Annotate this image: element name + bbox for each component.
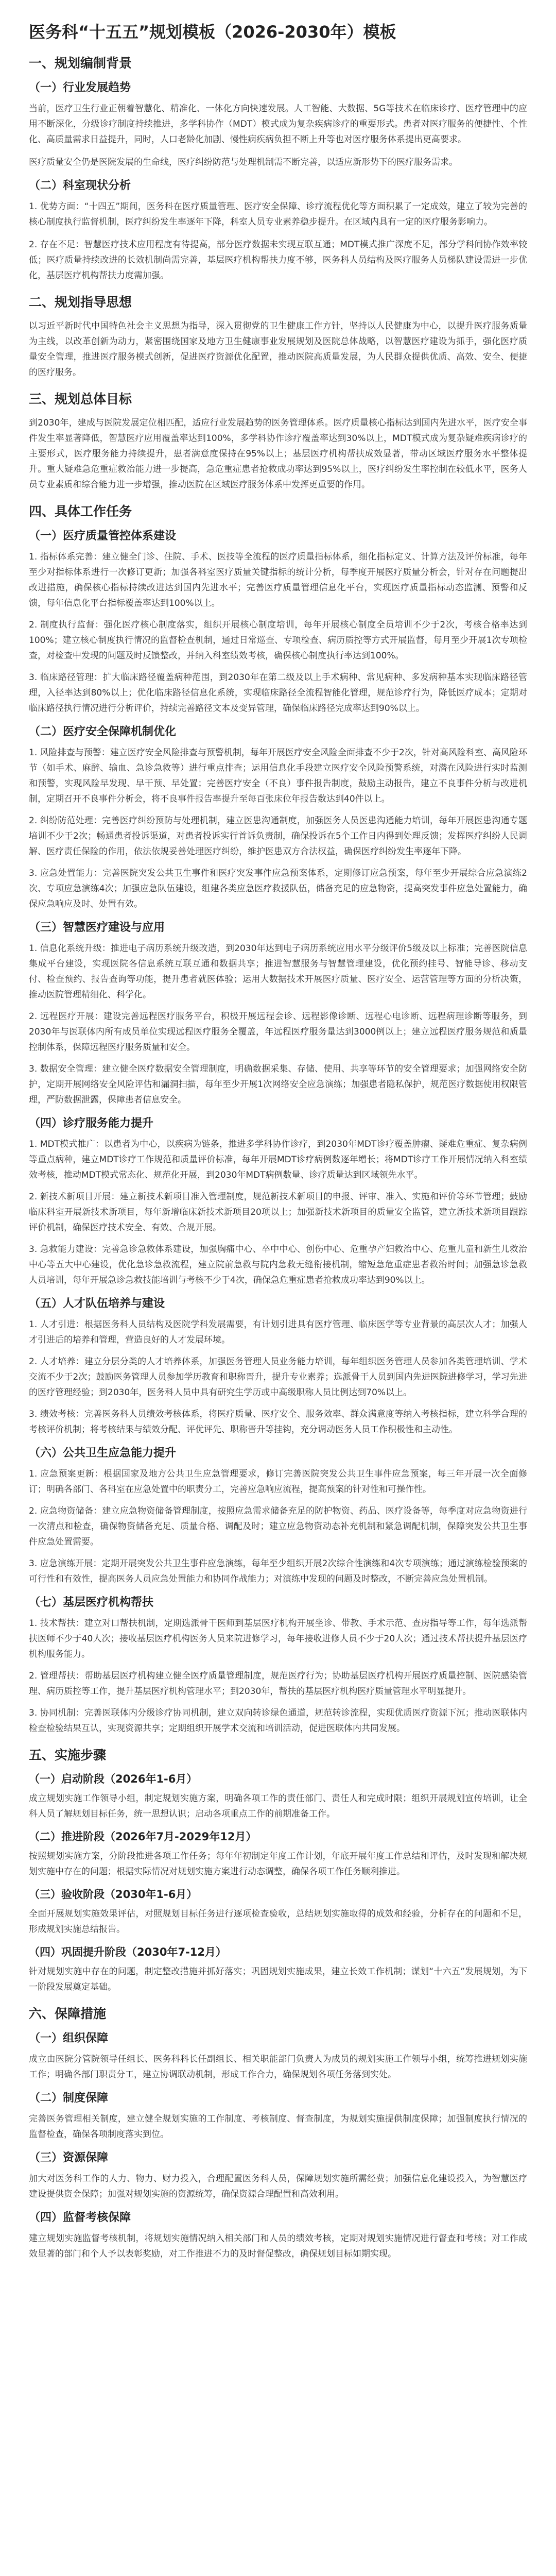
subsection-heading: （三）资源保障 <box>29 2151 109 2164</box>
subsection-heading: （三）智慧医疗建设与应用 <box>29 921 165 934</box>
list-item: 1. 信息化系统升级：推进电子病历系统升级改造，到2030年达到电子病历系统应用水平分级评价5级及以上标准；完善医院信息集成平台建设，实现医院各信息系统互联互通和数据共享；推进智慧服务与智慧管理建设，优化预约挂号、智能导诊、移动支付、检查预约、报告查询等功能，提升患者就医体验；运用大数据技术开展医疗质量、医疗安全、运营管理等方面的分析决策，推动医院管理精细化、科学化。 <box>29 943 527 1000</box>
list-item: 1. MDT模式推广：以患者为中心，以疾病为链条，推进多学科协作诊疗，到2030年MDT诊疗覆盖肿瘤、疑难危重症、复杂病例等重点病种，建立MDT诊疗工作规范和质量评价标准，每年开展MDT诊疗病例数逐年增长；将MDT诊疗工作开展情况纳入科室绩效考核，推动MDT模式常态化、规范化开展，到2030年MDT病例数量、诊疗质量达到区域领先水平。 <box>29 1139 527 1180</box>
section <box>29 2005 527 2262</box>
paragraph: 加大对医务科工作的人力、物力、财力投入，合理配置医务科人员，保障规划实施所需经费；加强信息化建设投入，为智慧医疗建设提供资金保障；加强对规划实施的资源统筹，确保资源合理配置和高效利用。 <box>29 2174 527 2199</box>
subsection-heading: （二）科室现状分析 <box>29 179 131 192</box>
paragraph: 全面开展规划实施效果评估，对照规划目标任务进行逐项检查验收，总结规划实施取得的成效和经验，分析存在的问题和不足，形成规划实施总结报告。 <box>29 1909 527 1935</box>
paragraph: 以习近平新时代中国特色社会主义思想为指导，深入贯彻党的卫生健康工作方针，坚持以人民健康为中心，以提升医疗服务质量为主线，以改革创新为动力，紧密围绕国家及地方卫生健康事业发展规划及医院总体战略，以智慧医疗建设为抓手，强化医疗质量安全管理，推进医疗服务模式创新，促进医疗资源优化配置，推动医院高质量发展，为人民群众提供优质、高效、安全、便捷的医疗服务。 <box>29 321 527 378</box>
subsection-heading: （二）推进阶段（2026年7月-2029年12月） <box>29 1831 257 1843</box>
list-item: 2. 人才培养：建立分层分类的人才培养体系，加强医务管理人员业务能力培训，每年组织医务管理人员参加各类管理培训、学术交流不少于2次；鼓励医务管理人员参加学历教育和职称晋升，提升专业素养；选派骨干人员到国内先进医院进修学习，学习先进的医疗管理经验；到2030年，医务科人员中具有研究生学历或中高级职称人员比例达到70%以上。 <box>29 1357 527 1398</box>
section-heading: 二、规划指导思想 <box>29 295 132 310</box>
list-item: 2. 新技术新项目开展：建立新技术新项目准入管理制度，规范新技术新项目的申报、评审、准入、实施和评价等环节管理；鼓励临床科室开展新技术新项目，每年新增临床新技术新项目20项以上；加强新技术新项目的质量安全监管，建立新技术新项目跟踪评价机制，确保医疗技术安全、有效、合规开展。 <box>29 1192 527 1233</box>
subsection-heading: （四）诊疗服务能力提升 <box>29 1117 154 1130</box>
list-item: 1. 技术帮扶：建立对口帮扶机制，定期选派骨干医师到基层医疗机构开展坐诊、带教、手术示范、查房指导等工作，每年选派帮扶医师不少于40人次；接收基层医疗机构医务人员来院进修学习，每年接收进修人员不少于20人次；通过技术帮扶提升基层医疗机构服务能力。 <box>29 1618 527 1659</box>
paragraph: 2. 存在不足：智慧医疗技术应用程度有待提高，部分医疗数据未实现互联互通；MDT模式推广深度不足，部分学科间协作效率较低；医疗质量持续改进的长效机制尚需完善，基层医疗机构帮扶力度不够，医务科人员结构及医疗服务人员梯队建设需进一步优化，基层医疗机构帮扶力度需加强。 <box>29 240 527 281</box>
subsection-heading: （一）启动阶段（2026年1-6月） <box>29 1773 198 1785</box>
section <box>29 1747 527 1995</box>
subsection-heading: （一）医疗质量管控体系建设 <box>29 530 177 543</box>
list-item: 3. 数据安全管理：建立健全医疗数据安全管理制度，明确数据采集、存储、使用、共享等环节的安全管理要求；加强网络安全防护，定期开展网络安全风险评估和漏洞扫描，每年至少开展1次网络安全应急演练；加强患者隐私保护，规范医疗数据使用权限管理，严防数据泄露，保障患者信息安全。 <box>29 1064 527 1105</box>
paragraph: 1. 优势方面：“十四五”期间，医务科在医疗质量管理、医疗安全保障、诊疗流程优化等方面积累了一定成效，建立了较为完善的核心制度执行监督机制，医疗纠纷发生率逐年下降，科室人员专业素养稳步提升。在区域内具有一定的医疗服务影响力。 <box>29 201 527 227</box>
section-heading: 六、保障措施 <box>29 2006 107 2021</box>
paragraph: 成立由医院分管院领导任组长、医务科科长任副组长、相关职能部门负责人为成员的规划实施工作领导小组，统筹推进规划实施工作；明确各部门职责分工，建立协调联动机制，形成工作合力，确保规划各项任务落到实处。 <box>29 2054 527 2080</box>
list-item: 3. 应急处置能力：完善医院突发公共卫生事件和医疗突发事件应急预案体系，定期修订应急预案，每年至少开展综合应急演练2次、专项应急演练4次；加强应急队伍建设，组建各类应急医疗救援队伍，储备充足的应急物资，提高突发事件应急处置能力，确保应急响应及时、处置有效。 <box>29 868 527 909</box>
list-item: 2. 应急物资储备：建立应急物资储备管理制度，按照应急需求储备充足的防护物资、药品、医疗设备等，每季度对应急物资进行一次清点和检查，确保物资储备充足、质量合格、调配及时；建立应急物资动态补充机制和紧急调配机制，保障突发公共卫生事件应急处置需要。 <box>29 1506 527 1547</box>
subsection-heading: （七）基层医疗机构帮扶 <box>29 1596 154 1609</box>
subsection-heading: （二）制度保障 <box>29 2092 109 2105</box>
list-item: 2. 制度执行监督：强化医疗核心制度落实，组织开展核心制度培训，每年开展核心制度全员培训不少于2次，考核合格率达到100%；建立核心制度执行情况的监督检查机制，通过日常巡查、专项检查、病历质控等方式开展监督，每月至少开展1次专项检查，对检查中发现的问题及时反馈整改，并纳入科室绩效考核，确保核心制度执行率达到100%。 <box>29 620 527 661</box>
list-item: 2. 管理帮扶：帮助基层医疗机构建立健全医疗质量管理制度，规范医疗行为；协助基层医疗机构开展医疗质量控制、医院感染管理、病历质控等工作，提升基层医疗机构管理水平；到2030年，帮扶的基层医疗机构医疗质量管理水平明显提升。 <box>29 1671 527 1697</box>
subsection-heading: （四）巩固提升阶段（2030年7-12月） <box>29 1946 227 1958</box>
paragraph: 建立规划实施监督考核机制，将规划实施情况纳入相关部门和人员的绩效考核，定期对规划实施情况进行督查和考核；对工作成效显著的部门和个人予以表彰奖励，对工作推进不力的及时督促整改，确保规划目标如期实现。 <box>29 2233 527 2259</box>
section-heading: 一、规划编制背景 <box>29 56 132 71</box>
section <box>29 55 527 283</box>
subsection-heading: （二）医疗安全保障机制优化 <box>29 725 177 738</box>
section <box>29 294 527 380</box>
paragraph: 成立规划实施工作领导小组，制定规划实施方案，明确各项工作的责任部门、责任人和完成时限；组织开展规划宣传培训，让全科人员了解规划目标任务，统一思想认识；启动各项重点工作的前期准备工作。 <box>29 1793 527 1819</box>
list-item: 1. 指标体系完善：建立健全门诊、住院、手术、医技等全流程的医疗质量指标体系，细化指标定义、计算方法及评价标准，每年至少对指标体系进行一次修订更新；加强各科室医疗质量关键指标的统计分析，每季度开展医疗质量分析会，针对存在问题提出改进措施，确保核心指标持续改进达到国内先进水平；完善医疗质量管理信息化平台，实现医疗质量指标动态监测、预警和反馈，每年信息化平台指标覆盖率达到100%以上。 <box>29 552 527 608</box>
subsection-heading: （四）监督考核保障 <box>29 2211 131 2224</box>
section-heading: 四、具体工作任务 <box>29 504 132 519</box>
paragraph: 医疗质量安全仍是医院发展的生命线，医疗纠纷防范与处理机制需不断完善，以适应新形势下的医疗服务需求。 <box>29 157 458 167</box>
section <box>29 503 527 1736</box>
paragraph: 到2030年，建成与医院发展定位相匹配，适应行业发展趋势的医务管理体系。医疗质量核心指标达到国内先进水平，医疗安全事件发生率显著降低，智慧医疗应用覆盖率达到100%，多学科协作诊疗覆盖率达到30%以上，MDT模式成为复杂疑难疾病诊疗的主要形式，医疗服务能力持续提升，患者满意度保持在95%以上；基层医疗机构帮扶成效显著，带动区域医疗服务水平整体提升。重大疑难急危重症救治能力进一步提高，急危重症患者抢救成功率达到95%以上，医疗纠纷发生率控制在较低水平，医务人员专业素质和综合能力进一步增强，推动医院在区域医疗服务体系中发挥更重要的作用。 <box>29 418 527 490</box>
section-heading: 五、实施步骤 <box>29 1748 107 1762</box>
paragraph: 当前，医疗卫生行业正朝着智慧化、精准化、一体化方向快速发展。人工智能、大数据、5G等技术在临床诊疗、医疗管理中的应用不断深化，分级诊疗制度持续推进，多学科协作（MDT）模式成为复杂疾病诊疗的重要形式。患者对医疗服务的便捷性、个性化、高质量需求日益提升，同时，人口老龄化加剧、慢性病疾病负担不断上升等也对医疗服务体系提出更高要求。 <box>29 104 527 145</box>
list-item: 3. 协同机制：完善医联体内分级诊疗协同机制，建立双向转诊绿色通道，规范转诊流程，实现优质医疗资源下沉；推动医联体内检查检验结果互认，实现资源共享；定期组织开展学术交流和培训活动，促进医联体内共同发展。 <box>29 1708 527 1734</box>
paragraph: 按照规划实施方案，分阶段推进各项工作任务；每年年初制定年度工作计划，年底开展年度工作总结和评估，及时发现和解决规划实施中存在的问题；根据实际情况对规划实施方案进行动态调整，确保各项工作任务顺利推进。 <box>29 1851 527 1877</box>
list-item: 3. 绩效考核：完善医务科人员绩效考核体系，将医疗质量、医疗安全、服务效率、群众满意度等纳入考核指标，建立科学合理的考核评价机制；将考核结果与绩效分配、评优评先、职称晋升等挂钩，充分调动医务人员工作积极性和主动性。 <box>29 1409 527 1435</box>
list-item: 2. 纠纷防范处理：完善医疗纠纷预防与处理机制，建立医患沟通制度，加强医务人员医患沟通能力培训，每年开展医患沟通专题培训不少于2次；畅通患者投诉渠道，对患者投诉实行首诉负责制，确保投诉在5个工作日内得到处理反馈；发挥医疗纠纷人民调解、医疗责任保险的作用，依法依规妥善处理医疗纠纷，维护医患双方合法权益，确保医疗纠纷发生率逐年下降。 <box>29 816 527 857</box>
section <box>29 391 527 493</box>
section-heading: 三、规划总体目标 <box>29 392 132 406</box>
page-title: 医务科“十五五”规划模板（2026-2030年）模板 <box>29 22 396 42</box>
list-item: 3. 应急演练开展：定期开展突发公共卫生事件应急演练，每年至少组织开展2次综合性演练和4次专项演练；通过演练检验预案的可行性和有效性，提高医务人员应急处置能力和协同作战能力；对演练中发现的问题及时整改，不断完善应急处置机制。 <box>29 1558 527 1584</box>
paragraph: 针对规划实施中存在的问题，制定整改措施并抓好落实；巩固规划实施成果，建立长效工作机制；谋划“十六五”发展规划，为下一阶段发展奠定基础。 <box>29 1967 527 1992</box>
subsection-heading: （六）公共卫生应急能力提升 <box>29 1447 177 1460</box>
subsection-heading: （三）验收阶段（2030年1-6月） <box>29 1888 198 1901</box>
list-item: 3. 临床路径管理：扩大临床路径覆盖病种范围，到2030年在第二级及以上手术病种、常见病种、多发病种基本实现临床路径管理，入径率达到80%以上；优化临床路径信息化系统，实现临床路径全流程智能化管理，规范诊疗行为，降低医疗成本；定期对临床路径执行情况进行分析评价，持续完善路径文本及变异管理，确保临床路径完成率达到90%以上。 <box>29 672 527 714</box>
list-item: 1. 风险排查与预警：建立医疗安全风险排查与预警机制，每年开展医疗安全风险全面排查不少于2次，针对高风险科室、高风险环节（如手术、麻醉、输血、急诊急救等）进行重点排查；运用信息化手段建立医疗安全风险预警系统，对潜在风险进行实时监测和预警，实现风险早发现、早干预、早处置；完善医疗安全（不良）事件报告制度，鼓励主动报告，建立不良事件分析与改进机制，定期召开不良事件分析会，将不良事件报告率提升至每百张床位年报告数达到40件以上。 <box>29 748 527 804</box>
subsection-heading: （五）人才队伍培养与建设 <box>29 1297 165 1310</box>
list-item: 1. 应急预案更新：根据国家及地方公共卫生应急管理要求，修订完善医院突发公共卫生事件应急预案，每三年开展一次全面修订；明确各部门、各科室在应急处置中的职责分工，完善应急响应流程，提高预案的针对性和可操作性。 <box>29 1469 527 1495</box>
subsection-heading: （一）行业发展趋势 <box>29 81 131 94</box>
list-item: 2. 远程医疗开展：建设完善远程医疗服务平台，积极开展远程会诊、远程影像诊断、远程心电诊断、远程病理诊断等服务，到2030年与医联体内所有成员单位实现远程医疗服务全覆盖，年远程医疗服务量达到3000例以上；建立远程医疗服务规范和质量控制体系，保障远程医疗服务质量和安全。 <box>29 1011 527 1053</box>
paragraph: 完善医务管理相关制度，建立健全规划实施的工作制度、考核制度、督查制度，为规划实施提供制度保障；加强制度执行情况的监督检查，确保各项制度落实到位。 <box>29 2114 527 2140</box>
list-item: 1. 人才引进：根据医务科人员结构及医院学科发展需要，有计划引进具有医疗管理、临床医学等专业背景的高层次人才；加强人才引进后的培养和管理，营造良好的人才发展环境。 <box>29 1319 527 1345</box>
subsection-heading: （一）组织保障 <box>29 2032 109 2045</box>
list-item: 3. 急救能力建设：完善急诊急救体系建设，加强胸痛中心、卒中中心、创伤中心、危重孕产妇救治中心、危重儿童和新生儿救治中心等五大中心建设，优化急诊急救流程，建立院前急救与院内急救无缝衔接机制，缩短急危重症患者救治时间；加强急诊急救人员培训，每年开展急诊急救技能培训与考核不少于4次，确保急危重症患者抢救成功率达到90%以上。 <box>29 1244 527 1285</box>
document-body <box>29 55 527 2262</box>
